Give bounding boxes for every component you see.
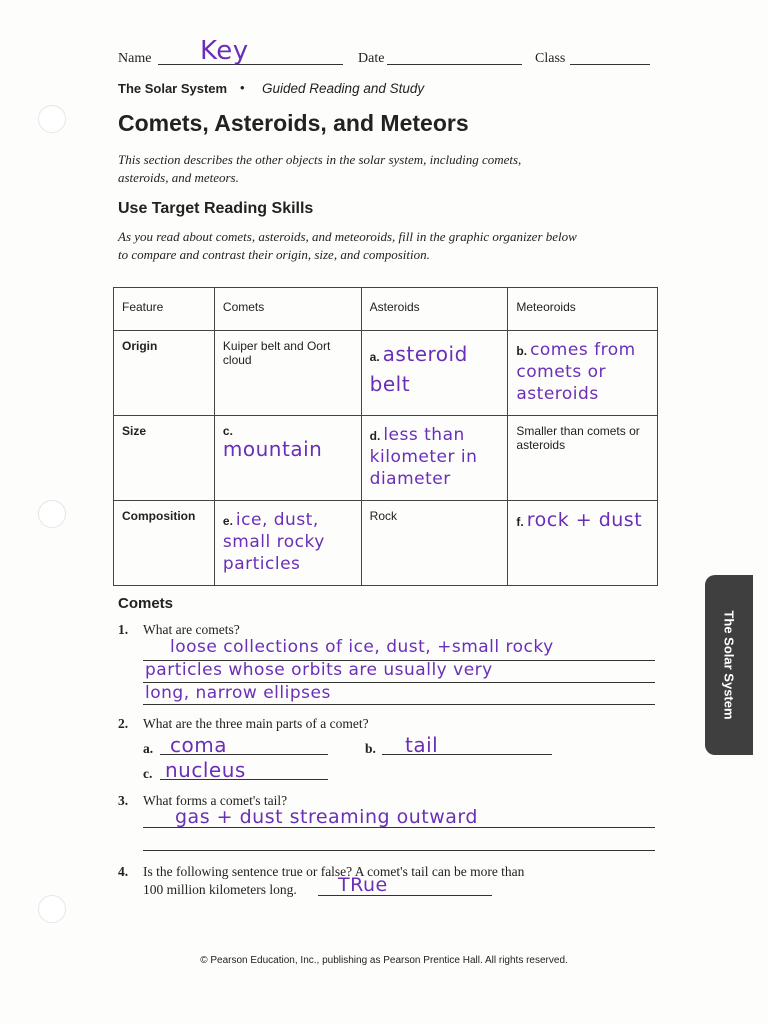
answer-line bbox=[143, 850, 655, 851]
skills-instructions: As you read about comets, asteroids, and meteoroids, fill in the graphic organizer below to compare and contrast their origin, size, and composition. bbox=[118, 229, 577, 262]
binder-hole bbox=[38, 105, 66, 133]
series-title: The Solar System bbox=[118, 81, 228, 96]
question-text: Is the following sentence true or false? A comet's tail can be more than bbox=[143, 864, 525, 879]
intro-text: This section describes the other objects in the solar system, including comets, asteroids, and meteors. bbox=[118, 152, 522, 185]
cell-letter: e. bbox=[222, 514, 233, 528]
handwritten-answer: rock + dust bbox=[526, 509, 643, 531]
question-number: 2. bbox=[118, 716, 129, 731]
feature-origin: Origin bbox=[114, 331, 215, 416]
cell-letter: d. bbox=[369, 429, 381, 443]
question-text: What are comets? bbox=[143, 622, 240, 637]
handwritten-answer: less than kilometer in diameter bbox=[369, 425, 478, 489]
binder-hole bbox=[38, 895, 66, 923]
header-meteoroids: Meteoroids bbox=[508, 288, 658, 331]
handwritten-answer: nucleus bbox=[165, 758, 246, 782]
cell-text: Kuiper belt and Oort cloud bbox=[222, 339, 331, 367]
header-feature: Feature bbox=[114, 288, 215, 331]
question-number: 3. bbox=[118, 793, 129, 808]
handwritten-answer: comes from comets or asteroids bbox=[516, 340, 636, 404]
answer-line bbox=[143, 704, 655, 705]
date-line bbox=[387, 64, 522, 65]
page-title: Comets, Asteroids, and Meteors bbox=[118, 110, 469, 136]
class-line bbox=[570, 64, 650, 65]
feature-size: Size bbox=[114, 416, 215, 501]
handwritten-answer: loose collections of ice, dust, +small rocky bbox=[170, 637, 554, 657]
class-label: Class bbox=[535, 51, 566, 66]
question-text: What forms a comet's tail? bbox=[143, 793, 288, 808]
date-label: Date bbox=[358, 51, 385, 66]
binder-hole bbox=[38, 500, 66, 528]
copyright-footer: © Pearson Education, Inc., publishing as Pearson Prentice Hall. All rights reserved. bbox=[200, 955, 568, 966]
graphic-organizer-table bbox=[113, 287, 658, 586]
cell-meteoroids-composition bbox=[508, 501, 658, 586]
cell-letter: f. bbox=[516, 515, 524, 529]
question-number: 1. bbox=[118, 622, 129, 637]
cell-letter: a. bbox=[369, 350, 380, 364]
series-subtitle: Guided Reading and Study bbox=[262, 81, 425, 96]
comets-heading: Comets bbox=[118, 595, 174, 612]
cell-letter: b. bbox=[516, 344, 528, 358]
name-line bbox=[158, 64, 343, 65]
feature-composition: Composition bbox=[114, 501, 215, 586]
handwritten-answer: ice, dust, small rocky particles bbox=[222, 510, 325, 574]
question-text: What are the three main parts of a comet? bbox=[143, 716, 369, 731]
cell-comets-origin bbox=[214, 331, 361, 416]
part-label: c. bbox=[143, 766, 153, 781]
series-bullet: • bbox=[240, 80, 245, 95]
cell-meteoroids-size bbox=[508, 416, 658, 501]
table-row bbox=[114, 501, 658, 586]
question-text: 100 million kilometers long. bbox=[143, 882, 297, 897]
handwritten-answer: particles whose orbits are usually very bbox=[145, 660, 493, 680]
name-answer: Key bbox=[200, 36, 249, 66]
table-row bbox=[114, 416, 658, 501]
side-tab-label: The Solar System bbox=[721, 610, 737, 720]
handwritten-answer: long, narrow ellipses bbox=[145, 683, 331, 703]
handwritten-answer: mountain bbox=[222, 437, 323, 461]
part-label: a. bbox=[143, 741, 154, 756]
handwritten-answer: TRue bbox=[338, 874, 388, 896]
table-header-row bbox=[114, 288, 658, 331]
handwritten-answer: gas + dust streaming outward bbox=[175, 806, 478, 828]
handwritten-answer: coma bbox=[170, 733, 227, 757]
cell-meteoroids-origin bbox=[508, 331, 658, 416]
cell-asteroids-origin bbox=[361, 331, 508, 416]
cell-text: Rock bbox=[369, 509, 397, 523]
cell-asteroids-size bbox=[361, 416, 508, 501]
part-label: b. bbox=[365, 741, 376, 756]
skills-heading: Use Target Reading Skills bbox=[118, 200, 314, 217]
name-label: Name bbox=[118, 51, 152, 66]
handwritten-answer: tail bbox=[405, 733, 439, 757]
handwritten-answer: asteroid belt bbox=[369, 342, 468, 396]
cell-text: Smaller than comets or asteroids bbox=[516, 424, 640, 452]
cell-comets-composition bbox=[214, 501, 361, 586]
cell-comets-size bbox=[214, 416, 361, 501]
side-tab-label-wrapper bbox=[705, 575, 753, 755]
header-comets: Comets bbox=[214, 288, 361, 331]
question-number: 4. bbox=[118, 864, 129, 879]
table-row bbox=[114, 331, 658, 416]
cell-asteroids-composition bbox=[361, 501, 508, 586]
header-asteroids: Asteroids bbox=[361, 288, 508, 331]
cell-letter: c. bbox=[222, 424, 233, 438]
